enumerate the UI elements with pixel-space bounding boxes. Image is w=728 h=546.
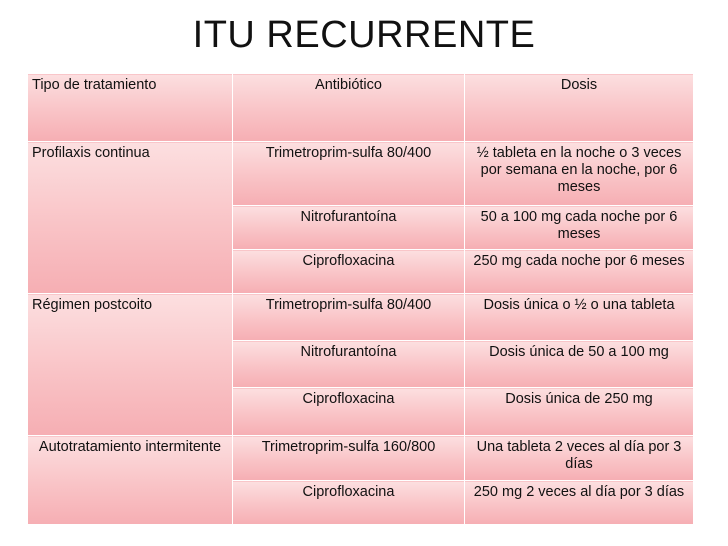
treatment-type-cell: Profilaxis continua <box>28 142 233 294</box>
dose-cell: Dosis única o ½ o una tableta <box>465 294 694 341</box>
dose-cell: Dosis única de 250 mg <box>465 388 694 436</box>
page-title: ITU RECURRENTE <box>192 14 536 56</box>
table-row <box>28 142 694 206</box>
header-dosis: Dosis <box>465 74 694 142</box>
antibiotic-cell: Trimetroprim-sulfa 80/400 <box>233 294 465 341</box>
dose-cell: 250 mg cada noche por 6 meses <box>465 250 694 294</box>
dose-cell: 50 a 100 mg cada noche por 6 meses <box>465 206 694 250</box>
header-row <box>28 74 694 142</box>
header-antibiotico: Antibiótico <box>233 74 465 142</box>
dose-cell: ½ tableta en la noche o 3 veces por semana en la noche, por 6 meses <box>465 142 694 206</box>
antibiotic-cell: Ciprofloxacina <box>233 250 465 294</box>
treatment-type-cell: Régimen postcoito <box>28 294 233 436</box>
antibiotic-cell: Trimetroprim-sulfa 80/400 <box>233 142 465 206</box>
antibiotic-cell: Nitrofurantoína <box>233 341 465 388</box>
table-row <box>28 436 694 481</box>
dose-cell: Una tableta 2 veces al día por 3 días <box>465 436 694 481</box>
dose-cell: 250 mg 2 veces al día por 3 días <box>465 481 694 525</box>
header-tipo: Tipo de tratamiento <box>28 74 233 142</box>
treatment-type-cell: Autotratamiento intermitente <box>28 436 233 525</box>
antibiotic-cell: Nitrofurantoína <box>233 206 465 250</box>
antibiotic-cell: Ciprofloxacina <box>233 481 465 525</box>
antibiotic-cell: Trimetroprim-sulfa 160/800 <box>233 436 465 481</box>
dose-cell: Dosis única de 50 a 100 mg <box>465 341 694 388</box>
table-row <box>28 294 694 341</box>
treatment-table <box>27 73 694 525</box>
antibiotic-cell: Ciprofloxacina <box>233 388 465 436</box>
